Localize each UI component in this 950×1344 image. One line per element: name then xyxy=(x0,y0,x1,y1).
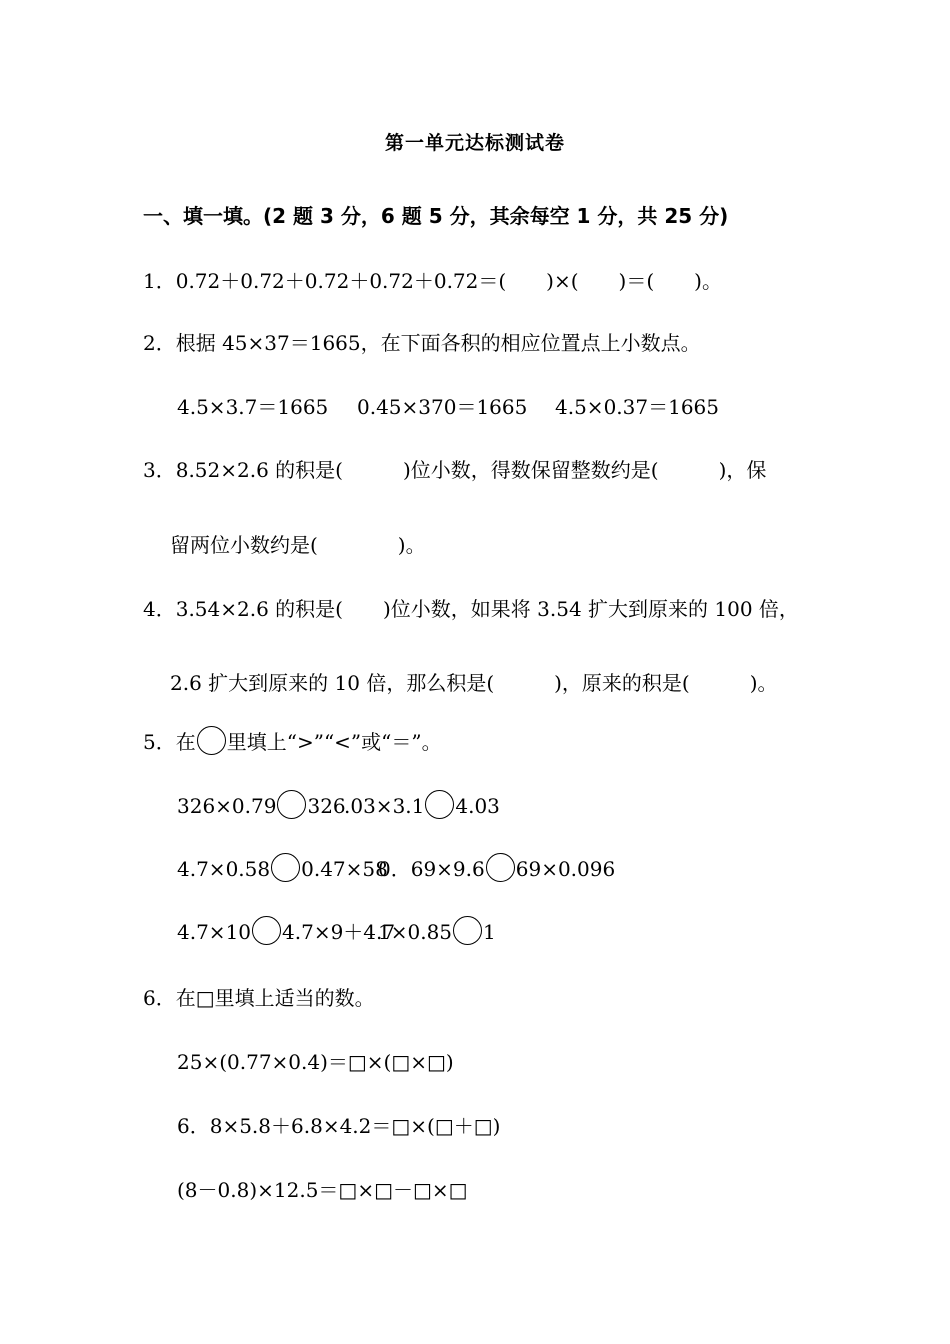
question-5-suffix: 里填上“>”“<”或“＝”。 xyxy=(226,730,442,754)
compare-left: 326×0.79 xyxy=(177,794,277,818)
question-3-line-2: 留两位小数约是( )。 xyxy=(170,533,426,557)
compare-right: 4.03 xyxy=(455,794,500,818)
compare-item xyxy=(344,790,500,819)
question-6-item: 25×(0.77×0.4)＝□×(□×□) xyxy=(177,1050,454,1074)
section-heading: 一、填一填。(2 题 3 分，6 题 5 分，其余每空 1 分，共 25 分) xyxy=(143,204,729,228)
compare-circle[interactable] xyxy=(277,790,306,819)
question-2-item: 4.5×3.7＝1665 xyxy=(177,395,329,419)
compare-item xyxy=(378,853,615,882)
compare-circle[interactable] xyxy=(271,853,300,882)
question-3-line-1: 3．8.52×2.6 的积是( )位小数，得数保留整数约是( )，保 xyxy=(143,458,767,482)
compare-item xyxy=(177,916,395,945)
compare-item xyxy=(177,853,388,882)
compare-right: 69×0.096 xyxy=(515,857,616,881)
compare-left: .03×3.1 xyxy=(344,794,425,818)
compare-right: 326 xyxy=(307,794,346,818)
compare-left: 1×0.85 xyxy=(378,920,453,944)
compare-left: 0．69×9.6 xyxy=(378,857,485,881)
compare-right: 0.47×58 xyxy=(301,857,388,881)
compare-left: 4.7×0.58 xyxy=(177,857,271,881)
question-2: 2．根据 45×37＝1665，在下面各积的相应位置点上小数点。 xyxy=(143,331,701,355)
question-4-line-2: 2.6 扩大到原来的 10 倍，那么积是( )，原来的积是( )。 xyxy=(170,671,778,695)
compare-item xyxy=(177,790,346,819)
question-5 xyxy=(143,726,442,755)
question-2-item: 4.5×0.37＝1665 xyxy=(555,395,719,419)
question-4-line-1: 4．3.54×2.6 的积是( )位小数，如果将 3.54 扩大到原来的 100 倍， xyxy=(143,597,799,621)
compare-circle[interactable] xyxy=(425,790,454,819)
question-1: 1．0.72＋0.72＋0.72＋0.72＋0.72＝( )×( )＝( )。 xyxy=(143,269,722,293)
question-5-prefix: 5．在 xyxy=(143,730,196,754)
compare-circle[interactable] xyxy=(197,726,226,755)
question-6-item: (8－0.8)×12.5＝□×□－□×□ xyxy=(177,1178,468,1202)
question-2-item: 0.45×370＝1665 xyxy=(357,395,528,419)
compare-right: 1 xyxy=(483,920,496,944)
compare-left: 4.7×10 xyxy=(177,920,252,944)
compare-right: 4.7×9＋4.7 xyxy=(282,920,396,944)
compare-item xyxy=(378,916,496,945)
compare-circle[interactable] xyxy=(252,916,281,945)
question-6: 6．在□里填上适当的数。 xyxy=(143,986,375,1010)
question-6-item: 6．8×5.8＋6.8×4.2＝□×(□＋□) xyxy=(177,1114,501,1138)
compare-circle[interactable] xyxy=(453,916,482,945)
compare-circle[interactable] xyxy=(486,853,515,882)
page-title: 第一单元达标测试卷 xyxy=(384,132,565,154)
